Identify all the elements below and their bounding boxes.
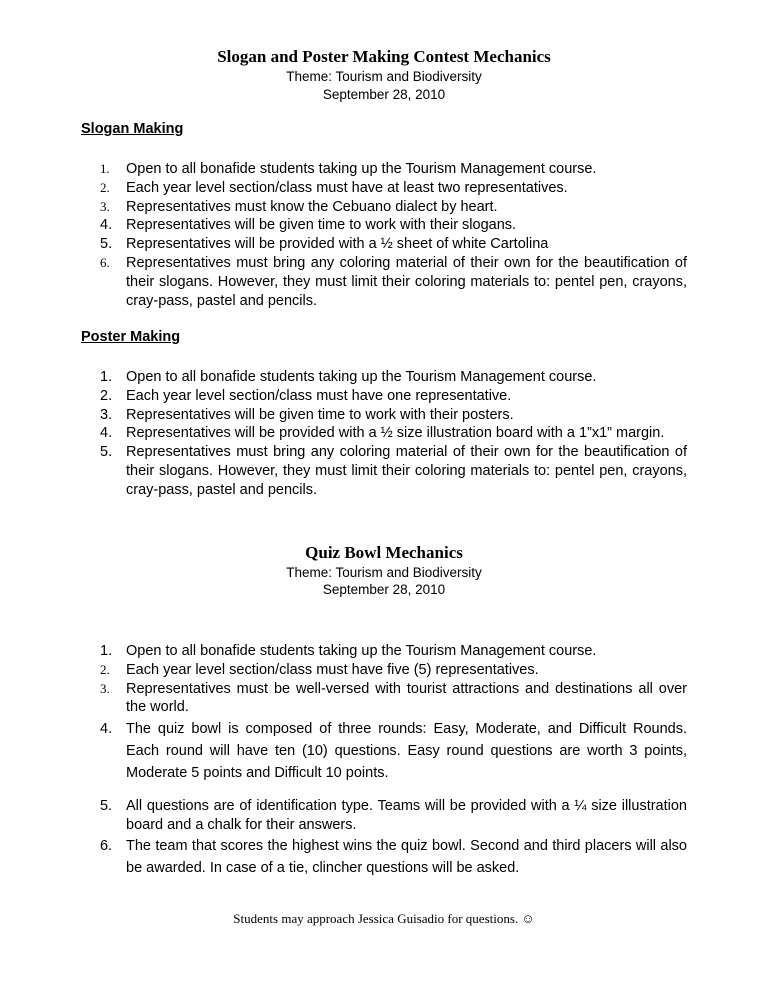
list-text: Open to all bonafide students taking up the Tourism Management course. — [126, 643, 597, 659]
list-number: 3. — [100, 680, 110, 696]
list-number: 5. — [100, 236, 113, 253]
list-text: Representatives will be provided with a ½ size illustration board with a 1”x1” margin. — [126, 425, 665, 442]
list-number: 4. — [100, 425, 113, 442]
slogan-list — [0, 160, 687, 310]
list-item — [0, 406, 687, 425]
list-item — [0, 443, 687, 499]
list-item — [0, 642, 687, 661]
list-text: Each year level section/class must have five (5) representatives. — [126, 661, 539, 678]
list-number: 5. — [100, 444, 113, 461]
list-text: Representatives must know the Cebuano dialect by heart. — [126, 198, 498, 215]
list-text: Representatives will be provided with a ½ sheet of white Cartolina — [126, 236, 549, 253]
list-item — [0, 160, 687, 179]
list-number: 1. — [100, 369, 113, 385]
list-text: The quiz bowl is composed of three rounds: Easy, Moderate, and Difficult Rounds. Each round will have ten (10) questions. Easy round questions are worth 3 points, Moderate 5 points and Difficult 10 points. — [126, 721, 687, 782]
contest-date: September 28, 2010 — [322, 87, 446, 102]
list-text: Each year level section/class must have at least two representatives. — [126, 179, 568, 196]
list-text: Each year level section/class must have one representative. — [126, 387, 512, 404]
list-number: 1. — [100, 161, 110, 176]
list-number: 4. — [100, 721, 113, 738]
quiz-theme: Theme: Tourism and Biodiversity — [286, 565, 482, 580]
list-number: 2. — [100, 387, 113, 404]
list-number: 4. — [100, 217, 113, 234]
list-item — [0, 661, 687, 680]
contest-title: Slogan and Poster Making Contest Mechanics — [217, 47, 551, 66]
list-item — [0, 718, 687, 784]
list-item — [0, 368, 687, 387]
quiz-title: Quiz Bowl Mechanics — [305, 543, 463, 562]
list-number: 3. — [100, 198, 110, 214]
poster-list — [0, 368, 687, 500]
quiz-date: September 28, 2010 — [322, 582, 446, 597]
list-text: Representatives must bring any coloring material of their own for the beautification of their slogans. However, they must limit their coloring materials to: pentel pen, crayons, cray-pass, pastel and pencils. — [126, 444, 687, 498]
list-item — [0, 235, 687, 254]
quiz-list — [0, 642, 687, 879]
poster-heading: Poster Making — [81, 329, 181, 345]
list-number: 1. — [100, 643, 113, 659]
list-text: All questions are of identification type. Teams will be provided with a ¼ size illustration board and a chalk for their answers. — [126, 798, 687, 833]
list-item — [0, 797, 687, 835]
list-number: 2. — [100, 179, 110, 195]
list-number: 3. — [100, 406, 113, 423]
list-text: Representatives will be given time to work with their slogans. — [126, 217, 517, 234]
list-number: 6. — [100, 837, 113, 854]
list-text: Representatives will be given time to work with their posters. — [126, 406, 514, 423]
footer-note: Students may approach Jessica Guisadio for questions. ☺ — [233, 911, 535, 926]
slogan-heading: Slogan Making — [81, 121, 184, 137]
list-number: 2. — [100, 661, 110, 677]
list-item — [0, 179, 687, 198]
list-item — [0, 835, 687, 879]
list-item — [0, 198, 687, 217]
list-item — [0, 216, 687, 235]
list-item — [0, 254, 687, 310]
list-text: Representatives must bring any coloring material of their own for the beautification of their slogans. However, they must limit their coloring materials to: pentel pen, crayons, cray-pass, pastel and pencils. — [126, 254, 687, 309]
list-number: 5. — [100, 798, 113, 815]
list-text: Open to all bonafide students taking up the Tourism Management course. — [126, 369, 597, 385]
list-item — [0, 680, 687, 718]
list-number: 6. — [100, 254, 110, 270]
list-text: Open to all bonafide students taking up the Tourism Management course. — [126, 161, 597, 177]
list-text: Representatives must be well-versed with tourist attractions and destinations all over the world. — [126, 680, 687, 716]
list-item — [0, 424, 687, 443]
list-text: The team that scores the highest wins the quiz bowl. Second and third placers will also be awarded. In case of a tie, clincher questions will be asked. — [126, 837, 687, 876]
contest-theme: Theme: Tourism and Biodiversity — [286, 69, 482, 84]
list-item — [0, 387, 687, 406]
